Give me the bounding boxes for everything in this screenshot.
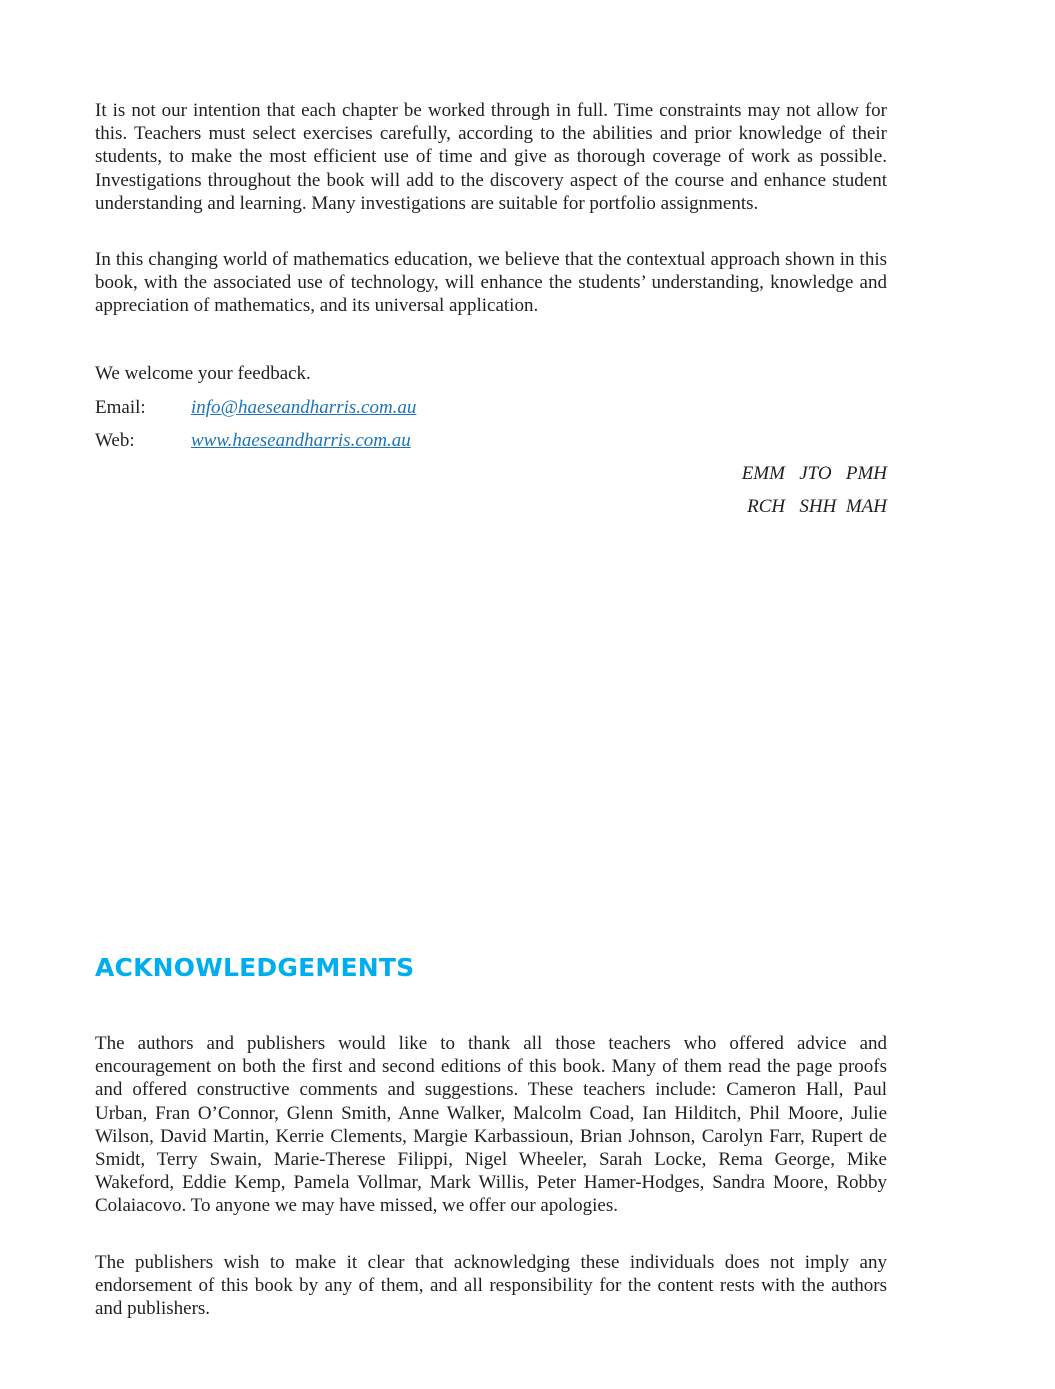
acknowledgements-heading: ACKNOWLEDGEMENTS <box>95 953 415 982</box>
email-row <box>95 396 416 419</box>
intro-paragraph-2: In this changing world of mathematics education, we believe that the contextual approach shown in this book, with the associated use of technology, will enhance the students’ understanding, knowledge and appreciation of mathematics, and its universal application. <box>95 249 887 317</box>
author-initials-line-1: EMM JTO PMH <box>741 463 887 484</box>
web-label: Web: <box>95 430 135 451</box>
acknowledgements-paragraph-1: The authors and publishers would like to thank all those teachers who offered advice and encouragement on both the first and second editions of this book. Many of them read the page proofs and offered constructive comments and suggestions. These teachers include: Cameron Hall, Paul Urban, Fran O’Connor, Glenn Smith, Anne Walker, Malcolm Coad, Ian Hilditch, Phil Moore, Julie Wilson, David Martin, Kerrie Clements, Margie Karbassioun, Brian Johnson, Carolyn Farr, Rupert de Smidt, Terry Swain, Marie-Therese Filippi, Nigel Wheeler, Sarah Locke, Rema George, Mike Wakeford, Eddie Kemp, Pamela Vollmar, Mark Willis, Peter Hamer-Hodges, Sandra Moore, Robby Colaiacovo. To anyone we may have missed, we offer our apologies. <box>95 1033 887 1217</box>
web-row <box>95 429 411 452</box>
intro-paragraph-1: It is not our intention that each chapter be worked through in full. Time constraints may not allow for this. Teachers must select exercises carefully, according to the abilities and prior knowledge of their students, to make the most efficient use of time and give as thorough coverage of work as possible. Investigations throughout the book will add to the discovery aspect of the course and enhance student understanding and learning. Many investigations are suitable for portfolio assignments. <box>95 100 887 214</box>
web-link[interactable]: www.haeseandharris.com.au <box>191 430 411 451</box>
acknowledgements-paragraph-2: The publishers wish to make it clear that acknowledging these individuals does not imply any endorsement of this book by any of them, and all responsibility for the content rests with the authors and publishers. <box>95 1252 887 1320</box>
feedback-welcome: We welcome your feedback. <box>95 363 311 384</box>
email-link[interactable]: info@haeseandharris.com.au <box>191 397 417 418</box>
author-initials-line-2: RCH SHH MAH <box>747 496 887 517</box>
email-label: Email: <box>95 397 146 418</box>
